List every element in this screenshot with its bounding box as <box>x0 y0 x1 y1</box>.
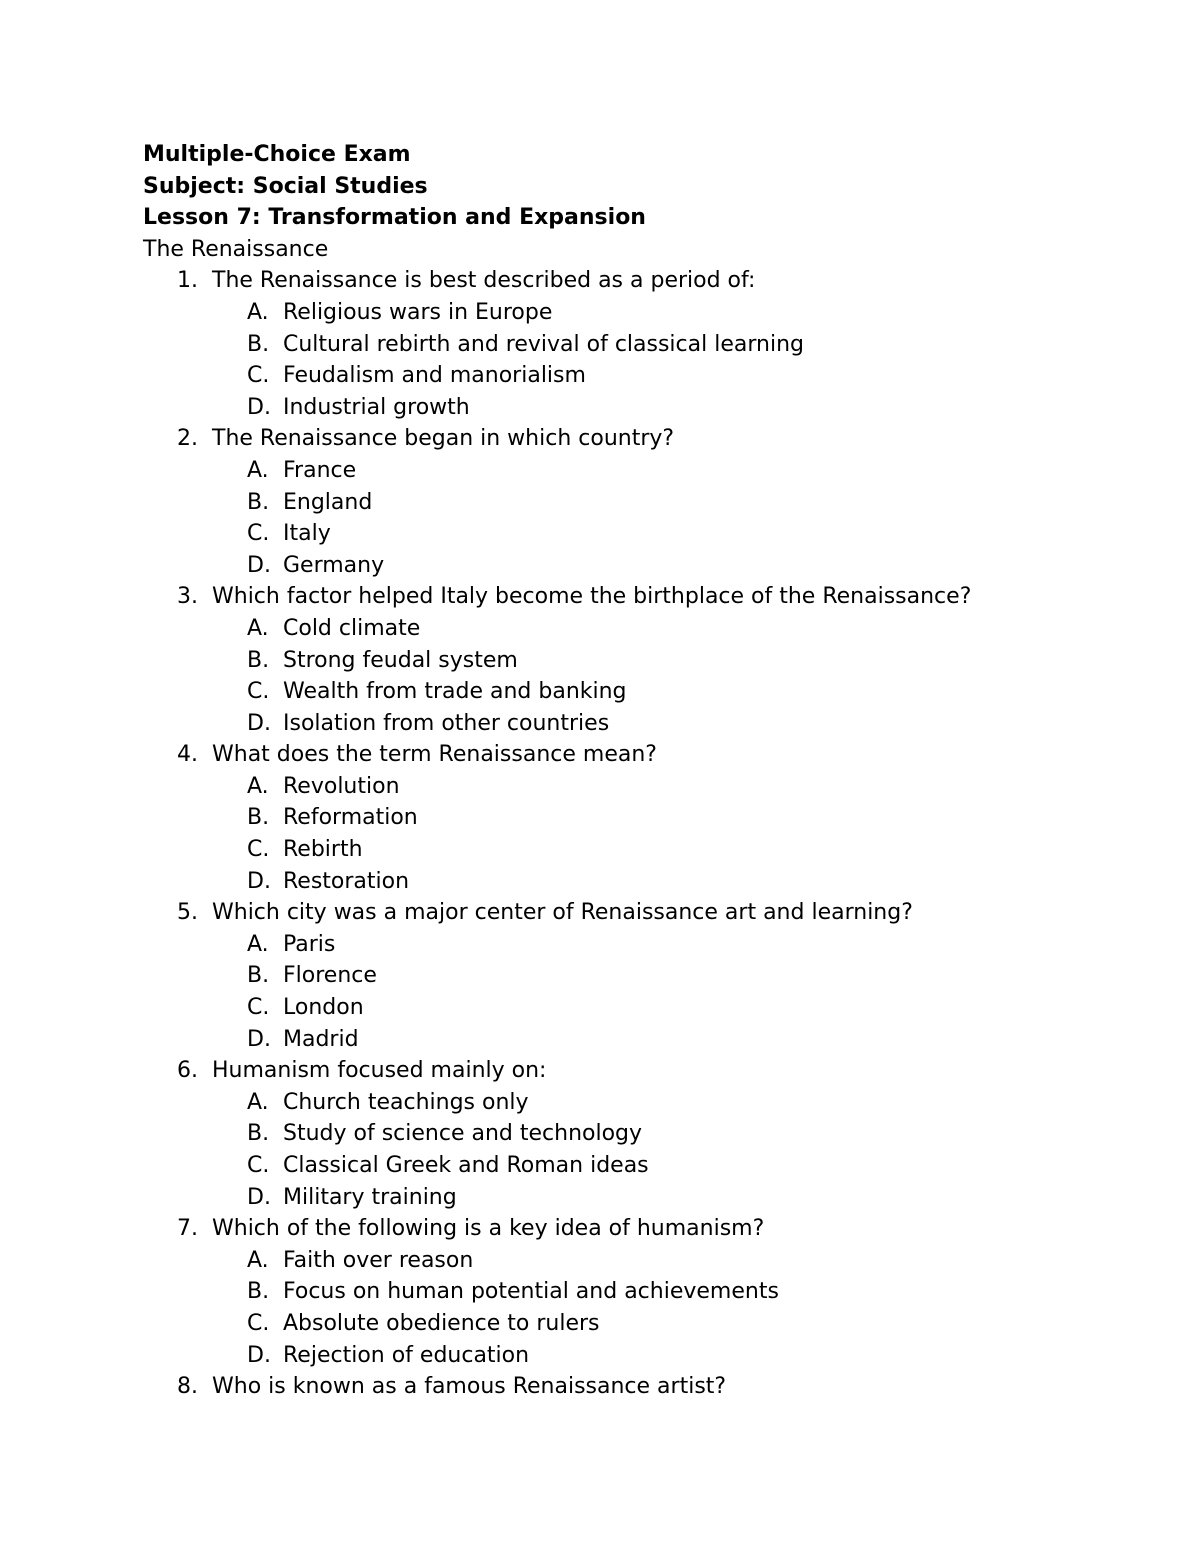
option-list <box>143 1245 1123 1371</box>
option-list <box>143 771 1123 897</box>
option-letter: C. <box>247 1153 270 1178</box>
option-letter: A. <box>247 299 269 325</box>
question-number: 6. <box>177 1058 198 1084</box>
document-content <box>143 139 1123 1403</box>
answer-option <box>143 708 1123 740</box>
option-text: Florence <box>283 963 377 989</box>
option-letter: A. <box>247 615 269 641</box>
option-text: Isolation from other countries <box>283 710 610 736</box>
question-item <box>143 581 1123 739</box>
option-letter: C. <box>247 1310 270 1336</box>
option-text: Rebirth <box>283 837 363 863</box>
question-item <box>143 1213 1123 1371</box>
option-text: London <box>283 995 364 1021</box>
question-item <box>143 1055 1123 1213</box>
option-letter: B. <box>247 963 270 989</box>
option-text: Religious wars in Europe <box>283 299 553 325</box>
option-letter: D. <box>247 1342 271 1368</box>
option-text: Absolute obedience to rulers <box>283 1310 600 1336</box>
question-text: Which of the following is a key idea of humanism? <box>212 1216 765 1242</box>
answer-option <box>143 297 1123 329</box>
answer-option <box>143 1024 1123 1056</box>
question-number: 8. <box>177 1374 198 1400</box>
answer-option <box>143 1182 1123 1214</box>
question-number: 5. <box>177 900 198 926</box>
option-list <box>143 613 1123 739</box>
option-text: Paris <box>283 931 336 957</box>
answer-option <box>143 1276 1123 1308</box>
option-text: Cultural rebirth and revival of classical learning <box>283 331 804 357</box>
option-text: Feudalism and manorialism <box>283 363 586 389</box>
option-letter: D. <box>247 552 271 578</box>
question-text: What does the term Renaissance mean? <box>212 742 657 768</box>
option-list <box>143 455 1123 581</box>
option-text: Wealth from trade and banking <box>283 679 627 705</box>
option-letter: D. <box>247 394 271 420</box>
option-text: Classical Greek and Roman ideas <box>283 1153 649 1178</box>
subject-heading: Subject: Social Studies <box>143 173 428 199</box>
answer-option <box>143 866 1123 898</box>
option-text: Madrid <box>283 1026 359 1052</box>
option-letter: A. <box>247 931 269 957</box>
answer-option <box>143 518 1123 550</box>
answer-option <box>143 1118 1123 1150</box>
lesson-heading: Lesson 7: Transformation and Expansion <box>143 205 646 231</box>
question-number: 3. <box>177 584 198 610</box>
option-text: Industrial growth <box>283 394 470 420</box>
exam-title: Multiple-Choice Exam <box>143 142 411 167</box>
answer-option <box>143 329 1123 361</box>
option-letter: D. <box>247 1184 271 1210</box>
option-letter: B. <box>247 489 270 515</box>
question-text: Which city was a major center of Renaissance art and learning? <box>212 900 913 926</box>
option-text: Study of science and technology <box>283 1121 643 1147</box>
option-letter: A. <box>247 457 269 483</box>
option-letter: D. <box>247 710 271 736</box>
answer-option <box>143 550 1123 582</box>
option-text: Rejection of education <box>283 1342 530 1368</box>
option-letter: B. <box>247 805 270 831</box>
question-number: 4. <box>177 742 198 768</box>
answer-option <box>143 960 1123 992</box>
option-letter: D. <box>247 868 271 894</box>
answer-option <box>143 834 1123 866</box>
question-text: Which factor helped Italy become the birthplace of the Renaissance? <box>212 584 972 610</box>
question-item <box>143 739 1123 897</box>
answer-option <box>143 455 1123 487</box>
option-text: Focus on human potential and achievements <box>283 1279 779 1305</box>
option-letter: B. <box>247 1279 270 1305</box>
question-item <box>143 265 1123 423</box>
option-letter: C. <box>247 363 270 389</box>
option-text: Reformation <box>283 805 418 831</box>
option-list <box>143 929 1123 1055</box>
answer-option <box>143 1245 1123 1277</box>
question-item <box>143 897 1123 1055</box>
option-text: England <box>283 489 373 515</box>
option-letter: B. <box>247 647 270 673</box>
option-letter: D. <box>247 1026 271 1052</box>
answer-option <box>143 392 1123 424</box>
answer-option <box>143 802 1123 834</box>
option-text: France <box>283 457 357 483</box>
question-row <box>143 1055 1123 1087</box>
answer-option <box>143 1340 1123 1372</box>
answer-option <box>143 1087 1123 1119</box>
question-item <box>143 1371 1123 1403</box>
question-row <box>143 423 1123 455</box>
question-row <box>143 1371 1123 1403</box>
answer-option <box>143 487 1123 519</box>
option-text: Church teachings only <box>283 1089 529 1115</box>
option-text: Cold climate <box>283 615 421 641</box>
option-text: Military training <box>283 1184 457 1210</box>
option-letter: A. <box>247 773 269 799</box>
option-list <box>143 297 1123 423</box>
answer-option <box>143 771 1123 803</box>
answer-option <box>143 645 1123 677</box>
option-letter: C. <box>247 521 270 547</box>
question-row <box>143 1213 1123 1245</box>
question-row <box>143 581 1123 613</box>
option-text: Germany <box>283 552 385 578</box>
answer-option <box>143 992 1123 1024</box>
option-list <box>143 1087 1123 1213</box>
option-text: Revolution <box>283 773 400 799</box>
question-number: 1. <box>177 268 198 294</box>
option-letter: C. <box>247 837 270 863</box>
option-letter: C. <box>247 679 270 705</box>
question-row <box>143 739 1123 771</box>
option-text: Faith over reason <box>283 1247 474 1273</box>
answer-option <box>143 613 1123 645</box>
option-text: Restoration <box>283 868 410 894</box>
option-letter: A. <box>247 1089 269 1115</box>
answer-option <box>143 929 1123 961</box>
option-text: Italy <box>283 521 331 547</box>
answer-option <box>143 1150 1123 1182</box>
answer-option <box>143 1308 1123 1340</box>
option-letter: A. <box>247 1247 269 1273</box>
question-list <box>143 265 1123 1402</box>
section-heading: The Renaissance <box>143 236 329 262</box>
question-number: 7. <box>177 1216 198 1242</box>
question-text: Humanism focused mainly on: <box>212 1058 547 1084</box>
question-text: The Renaissance is best described as a period of: <box>212 268 756 294</box>
question-row <box>143 897 1123 929</box>
option-letter: B. <box>247 331 270 357</box>
question-text: The Renaissance began in which country? <box>212 426 675 452</box>
question-text: Who is known as a famous Renaissance artist? <box>212 1374 727 1400</box>
option-letter: C. <box>247 995 270 1021</box>
answer-option <box>143 360 1123 392</box>
option-text: Strong feudal system <box>283 647 518 673</box>
question-item <box>143 423 1123 581</box>
option-letter: B. <box>247 1121 270 1147</box>
question-row <box>143 265 1123 297</box>
question-number: 2. <box>177 426 198 452</box>
answer-option <box>143 676 1123 708</box>
